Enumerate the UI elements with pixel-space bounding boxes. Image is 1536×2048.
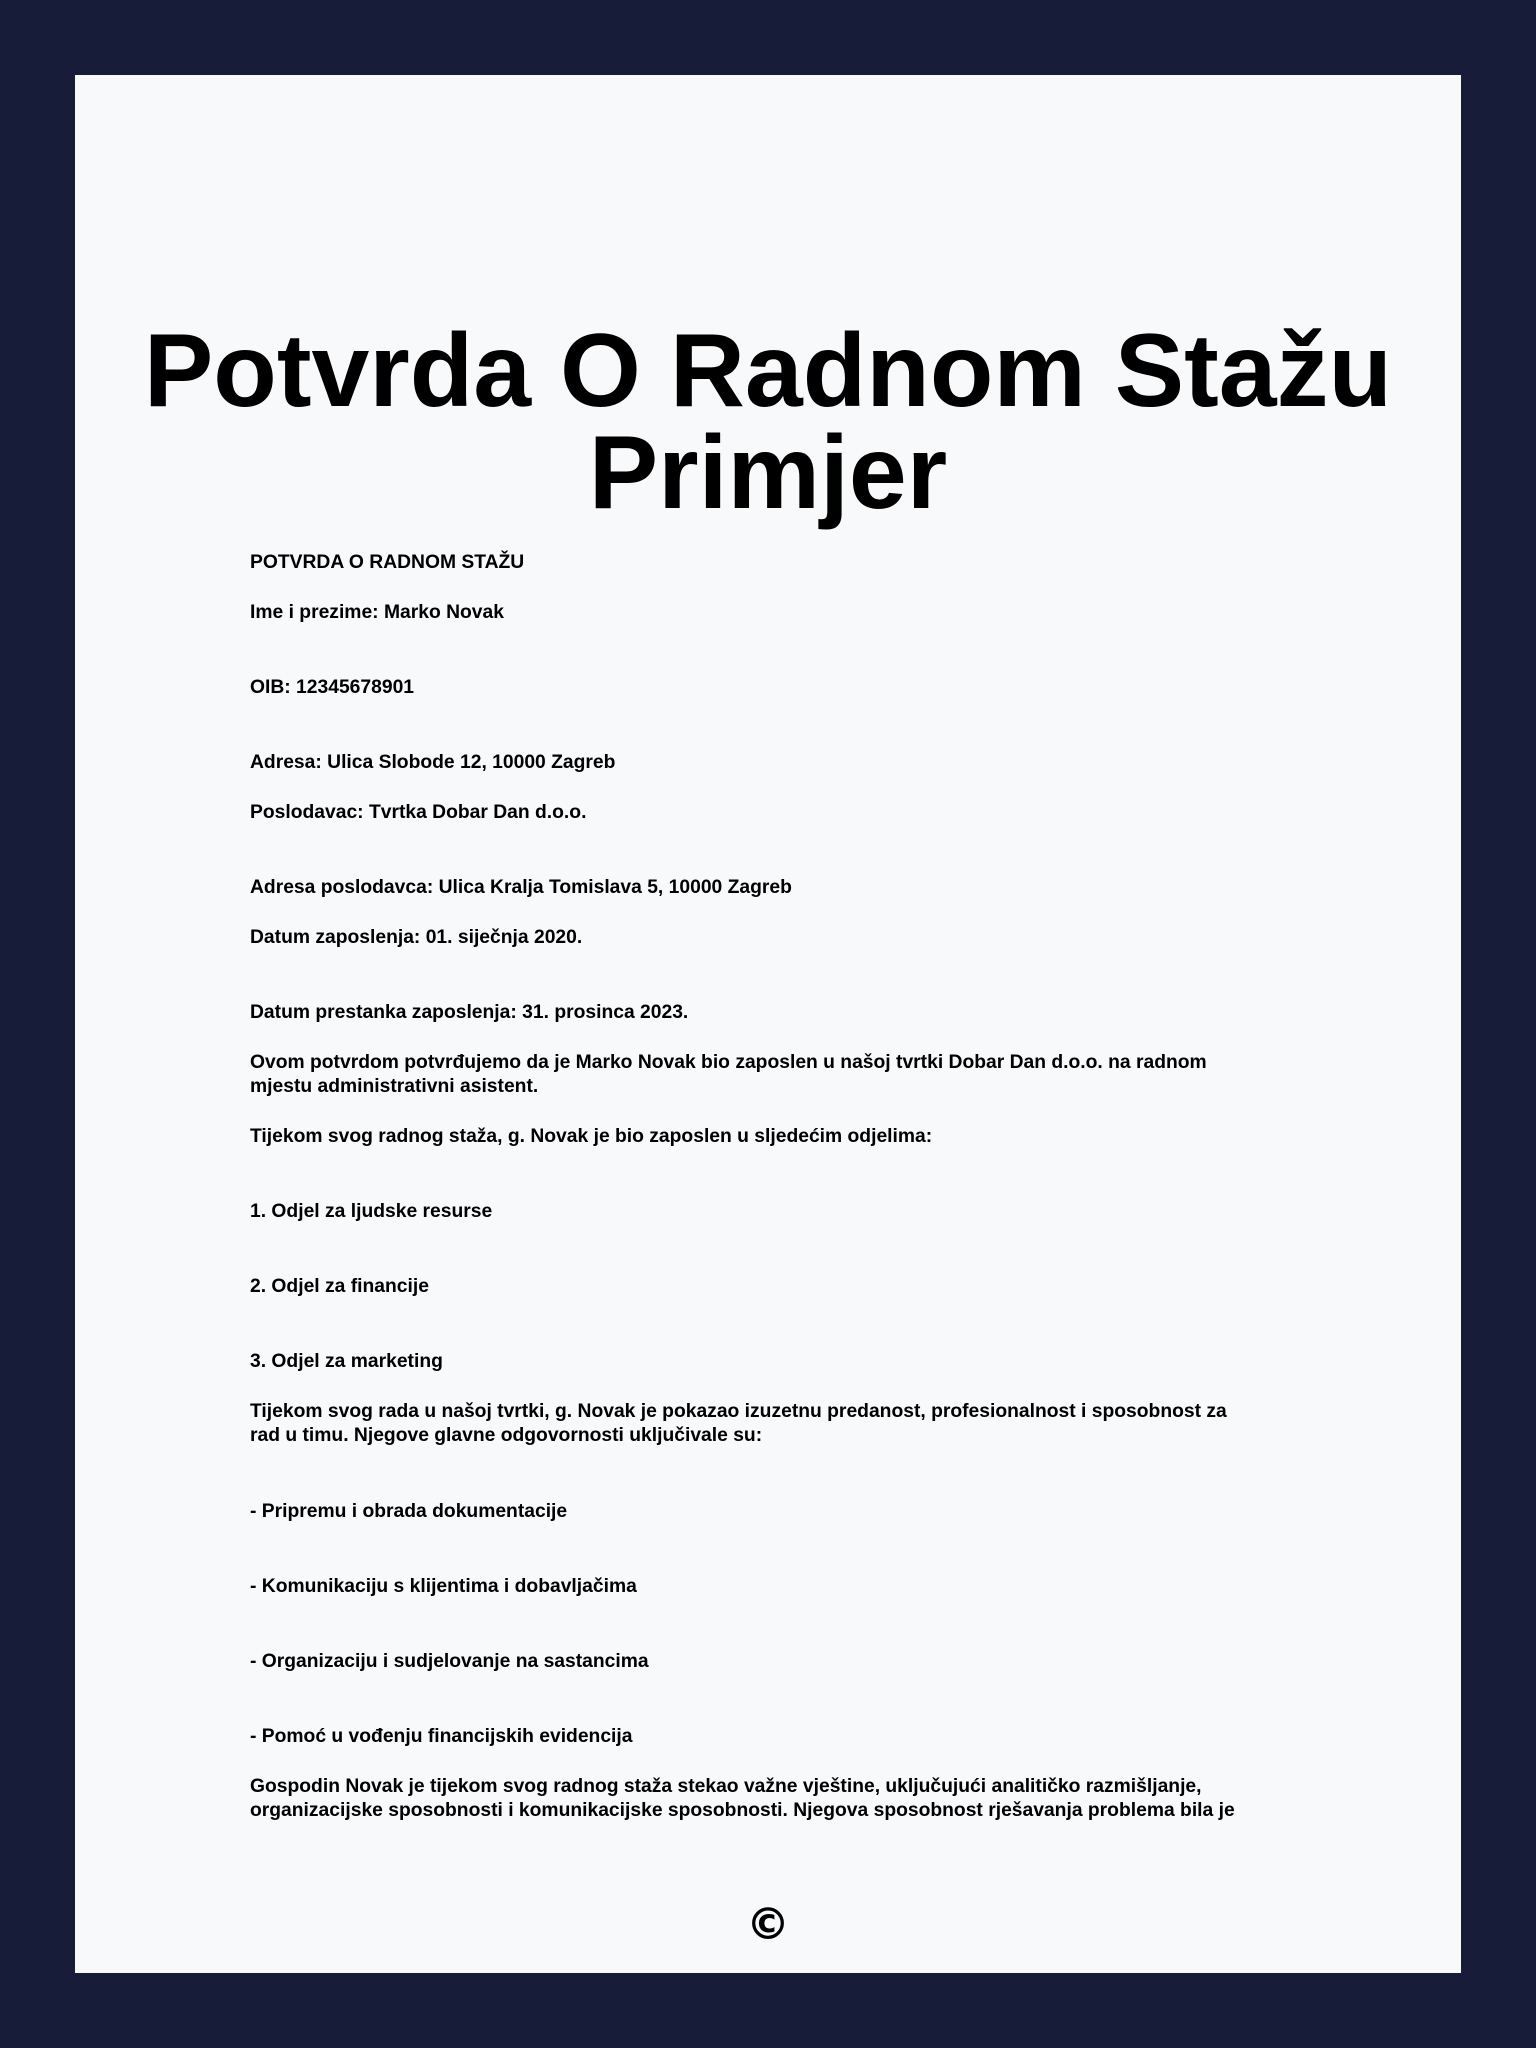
skills-line-2: organizacijske sposobnosti i komunikacijske sposobnosti. Njegova sposobnost rješavanja problema bila je [250, 1800, 1235, 1821]
performance-line-1: Tijekom svog rada u našoj tvrtki, g. Novak je pokazao izuzetnu predanost, profesionalnost i sposobnost za [250, 1401, 1227, 1422]
responsibility-item: - Komunikaciju s klijentima i dobavljačima [250, 1576, 637, 1597]
confirmation-line-1: Ovom potvrdom potvrđujemo da je Marko Novak bio zaposlen u našoj tvrtki Dobar Dan d.o.o. na radnom [250, 1052, 1207, 1073]
field-address: Adresa: Ulica Slobode 12, 10000 Zagreb [250, 752, 616, 773]
performance-line-2: rad u timu. Njegove glavne odgovornosti uključivale su: [250, 1425, 763, 1446]
field-oib: OIB: 12345678901 [250, 677, 415, 698]
title-line-2: Primjer [588, 415, 948, 531]
responsibility-item: - Organizaciju i sudjelovanje na sastancima [250, 1651, 649, 1672]
field-end-date: Datum prestanka zaposlenja: 31. prosinca 2023. [250, 1002, 689, 1023]
field-employer-address: Adresa poslodavca: Ulica Kralja Tomislava 5, 10000 Zagreb [250, 877, 792, 898]
title-line-1: Potvrda O Radnom Stažu [143, 313, 1393, 429]
department-item: 1. Odjel za ljudske resurse [250, 1201, 493, 1222]
responsibility-item: - Pomoć u vođenju financijskih evidencija [250, 1726, 633, 1747]
responsibility-item: - Pripremu i obrada dokumentacije [250, 1501, 568, 1522]
field-start-date: Datum zaposlenja: 01. siječnja 2020. [250, 927, 583, 948]
departments-intro: Tijekom svog radnog staža, g. Novak je bio zaposlen u sljedećim odjelima: [250, 1126, 933, 1147]
confirmation-line-2: mjestu administrativni asistent. [250, 1076, 539, 1097]
department-item: 3. Odjel za marketing [250, 1351, 443, 1372]
field-employer: Poslodavac: Tvrtka Dobar Dan d.o.o. [250, 802, 587, 823]
copyright-icon: © [746, 1899, 790, 1950]
skills-line-1: Gospodin Novak je tijekom svog radnog staža stekao važne vještine, uključujući analitičko razmišljanje, [250, 1776, 1202, 1797]
document-page [75, 75, 1461, 1973]
document-heading: POTVRDA O RADNOM STAŽU [250, 552, 525, 573]
field-name: Ime i prezime: Marko Novak [250, 602, 504, 623]
page-title [75, 313, 1461, 531]
department-item: 2. Odjel za financije [250, 1276, 429, 1297]
